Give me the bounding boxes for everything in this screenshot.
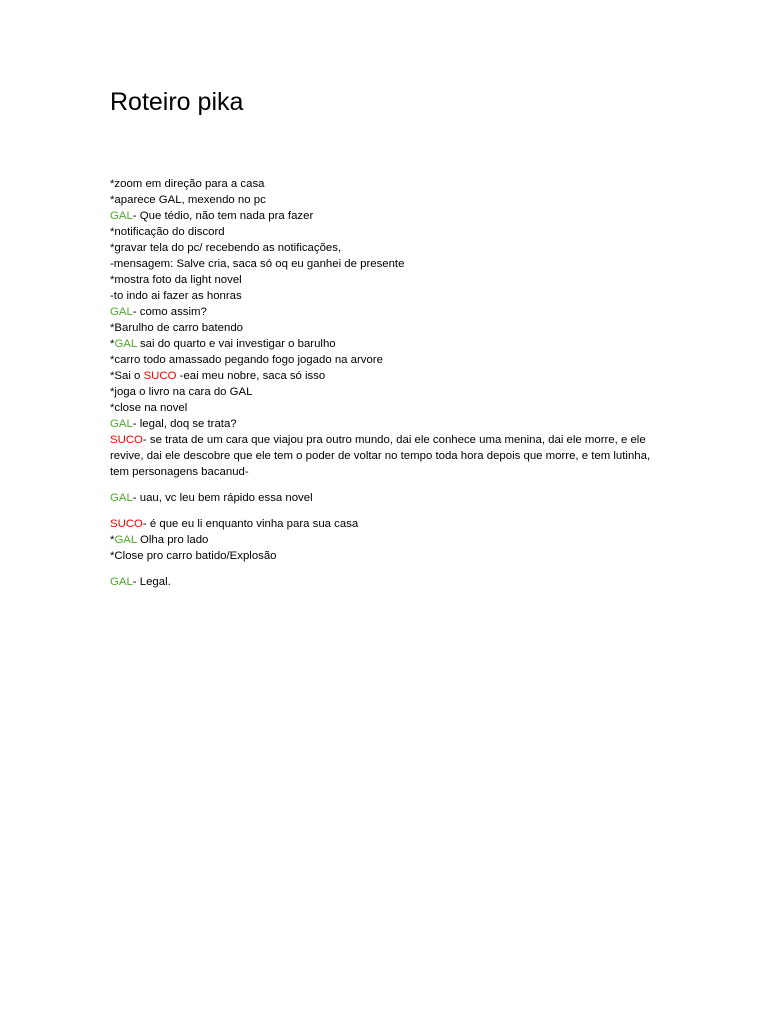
script-line: *Barulho de carro batendo (110, 322, 243, 334)
script-line (110, 336, 658, 352)
speaker-gal: GAL (110, 210, 133, 222)
script-line (110, 416, 658, 432)
speaker-suco: SUCO (110, 518, 143, 530)
paragraph-spacer (110, 506, 658, 516)
dialogue-text: - é que eu li enquanto vinha para sua casa (142, 518, 359, 530)
script-line: *notificação do discord (110, 226, 225, 238)
script-line (110, 516, 658, 532)
script-line (110, 532, 658, 548)
line-prefix: * (110, 534, 115, 546)
script-line: *zoom em direção para a casa (110, 178, 265, 190)
script-line: *aparece GAL, mexendo no pc (110, 194, 266, 206)
paragraph-spacer (110, 480, 658, 490)
script-line (110, 574, 658, 590)
dialogue-text: - Legal. (132, 576, 171, 588)
speaker-suco: SUCO (110, 434, 143, 446)
speaker-gal: GAL (114, 534, 137, 546)
speaker-gal: GAL (110, 576, 133, 588)
action-text: sai do quarto e vai investigar o barulho (136, 338, 336, 350)
dialogue-text: - uau, vc leu bem rápido essa novel (132, 492, 313, 504)
dialogue-text: - como assim? (132, 306, 207, 318)
dialogue-text: - legal, doq se trata? (132, 418, 237, 430)
line-prefix: *Sai o (110, 370, 144, 382)
speaker-gal: GAL (110, 306, 133, 318)
script-line: *mostra foto da light novel (110, 274, 242, 286)
paragraph-spacer (110, 564, 658, 574)
script-line: -to indo ai fazer as honras (110, 290, 242, 302)
script-line: *joga o livro na cara do GAL (110, 386, 253, 398)
script-paragraph (110, 432, 658, 480)
script-line: *carro todo amassado pegando fogo jogado na arvore (110, 354, 383, 366)
script-line (110, 368, 658, 384)
script-line: *close na novel (110, 402, 188, 414)
script-line: *Close pro carro batido/Explosão (110, 550, 277, 562)
script-line (110, 304, 658, 320)
script-line: *gravar tela do pc/ recebendo as notificações, (110, 242, 342, 254)
speaker-gal: GAL (110, 418, 133, 430)
line-prefix: * (110, 338, 115, 350)
dialogue-text: - se trata de um cara que viajou pra outro mundo, dai ele conhece uma menina, dai ele morre, e ele revive, dai ele descobre que ele tem o poder de voltar no tempo toda hora depois que morre, e tem lutinha, tem personagens bacanud- (110, 434, 651, 478)
script-line (110, 490, 658, 506)
script-line: -mensagem: Salve cria, saca só oq eu ganhei de presente (110, 258, 405, 270)
document-title: Roteiro pika (110, 88, 244, 116)
speaker-suco: SUCO (143, 370, 177, 382)
script-line (110, 208, 658, 224)
action-text: Olha pro lado (136, 534, 209, 546)
speaker-gal: GAL (114, 338, 137, 350)
action-text: -eai meu nobre, saca só isso (176, 370, 326, 382)
script-body (110, 176, 658, 590)
speaker-gal: GAL (110, 492, 133, 504)
dialogue-text: - Que tédio, não tem nada pra fazer (132, 210, 314, 222)
